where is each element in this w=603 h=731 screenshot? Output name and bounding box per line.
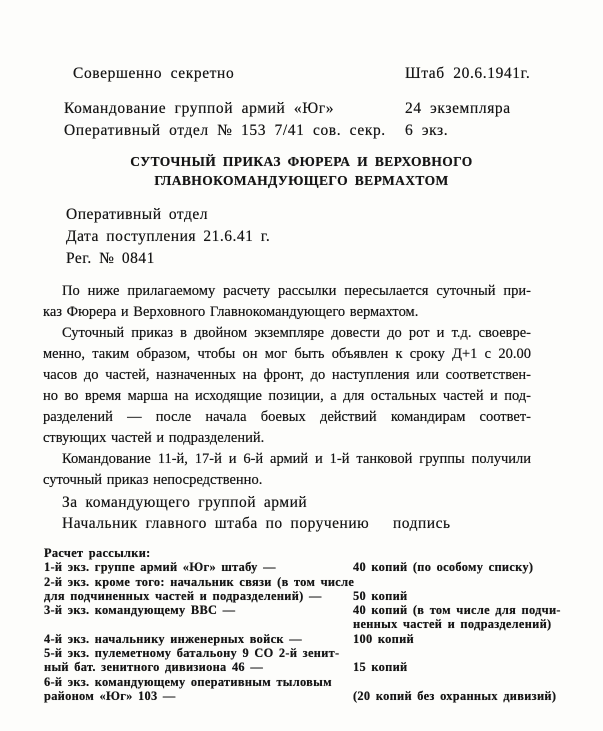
signature-line2: Начальник главного штаба по поручению (62, 515, 370, 532)
copy-number-label: 6 экз. (405, 122, 449, 139)
signature-note: подпись (393, 515, 451, 532)
header-row-classification (0, 64, 603, 84)
signature-block (0, 492, 603, 534)
distribution-item: 2-й экз. кроме того: начальник связи (в том числе (44, 574, 355, 589)
distribution-heading: Расчет рассылки: (44, 546, 151, 560)
distribution-row (44, 675, 595, 689)
distribution-copies (353, 646, 595, 660)
document-title-line1: СУТОЧНЫЙ ПРИКАЗ ФЮРЕРА И ВЕРХОВНОГО (130, 154, 473, 169)
paragraph-line: Командование 11-й, 17-й и 6-й армий и 1-й танковой группы получили (62, 451, 531, 467)
distribution-row (44, 632, 595, 646)
paragraph-line: ствующих частей и подразделений. (43, 430, 265, 446)
distribution-row (44, 617, 595, 631)
registration-department: Оперативный отдел (66, 206, 208, 223)
distribution-row (44, 560, 595, 574)
distribution-row (44, 646, 595, 660)
header-row-department (0, 121, 603, 141)
distribution-item: для подчиненных частей и подразделений) — (44, 588, 322, 603)
distribution-copies: (20 копий без охранных дивизий) (353, 688, 557, 703)
paragraph-line: По ниже прилагаемому расчету рассылки пересылается суточный при- (62, 283, 531, 299)
paragraph-line: суточный приказ непосредственно. (43, 472, 263, 488)
distribution-item: 5-й экз. пулеметному батальону 9 СО 2-й зенит- (44, 646, 340, 661)
distribution-row (44, 689, 595, 703)
distribution-copies: 50 копий (353, 588, 408, 603)
classification-label: Совершенно секретно (73, 65, 235, 82)
signature-line1: За командующего группой армий (62, 494, 308, 511)
department-label: Оперативный отдел № 153 7/41 сов. секр. (64, 122, 386, 139)
distribution-row (44, 589, 595, 603)
distribution-item: 3-й экз. командующему ВВС — (44, 603, 236, 618)
distribution-copies (353, 575, 595, 589)
paragraph-line: Суточный приказ в двойном экземпляре довести до рот и т.д. своевре- (62, 325, 531, 341)
distribution-copies: 40 копий (в том числе для подчи- (353, 603, 561, 618)
distribution-copies: 40 копий (по особому списку) (353, 560, 534, 575)
distribution-item (44, 617, 353, 631)
header-row-command (0, 99, 603, 119)
distribution-copies: 15 копий (353, 660, 408, 675)
staff-date-label: Штаб 20.6.1941г. (405, 65, 531, 82)
distribution-copies (353, 675, 595, 689)
distribution-list (44, 546, 595, 703)
paragraph-line: но во время марша на исходящие позиции, а для остальных частей и под- (43, 388, 531, 404)
body-text (43, 281, 531, 491)
paragraph-line: разделений — после начала боевых действий командирам соответ- (43, 409, 531, 425)
distribution-row (44, 603, 595, 617)
command-label: Командование группой армий «Юг» (64, 100, 335, 117)
distribution-copies: 100 копий (353, 631, 414, 646)
distribution-item: 4-й экз. начальнику инженерных войск — (44, 631, 302, 646)
paragraph-line: менно, таким образом, чтобы он мог быть объявлен к сроку Д+1 с 20.00 (43, 346, 531, 362)
registration-date: Дата поступления 21.6.41 г. (66, 228, 271, 245)
distribution-item: районом «Юг» 103 — (44, 688, 176, 703)
copies-total-label: 24 экземпляра (405, 100, 511, 117)
document-title-line2: ГЛАВНОКОМАНДУЮЩЕГО ВЕРМАХТОМ (154, 172, 449, 188)
paragraph-line: каз Фюрера и Верховного Главнокомандующего вермахтом. (43, 304, 419, 320)
registration-number: Рег. № 0841 (66, 250, 155, 267)
document-title (0, 153, 603, 190)
registration-block (66, 204, 270, 270)
distribution-item: ный бат. зенитного дивизиона 46 — (44, 660, 264, 675)
distribution-row (44, 660, 595, 674)
distribution-row (44, 575, 595, 589)
distribution-copies: ненных частей и подразделений) (353, 617, 552, 632)
paragraph-line: часов до частей, назначенных на фронт, до наступления или соответствен- (43, 367, 531, 383)
distribution-item: 6-й экз. командующему оперативным тыловым (44, 674, 332, 689)
distribution-item: 1-й экз. группе армий «Юг» штабу — (44, 560, 276, 575)
